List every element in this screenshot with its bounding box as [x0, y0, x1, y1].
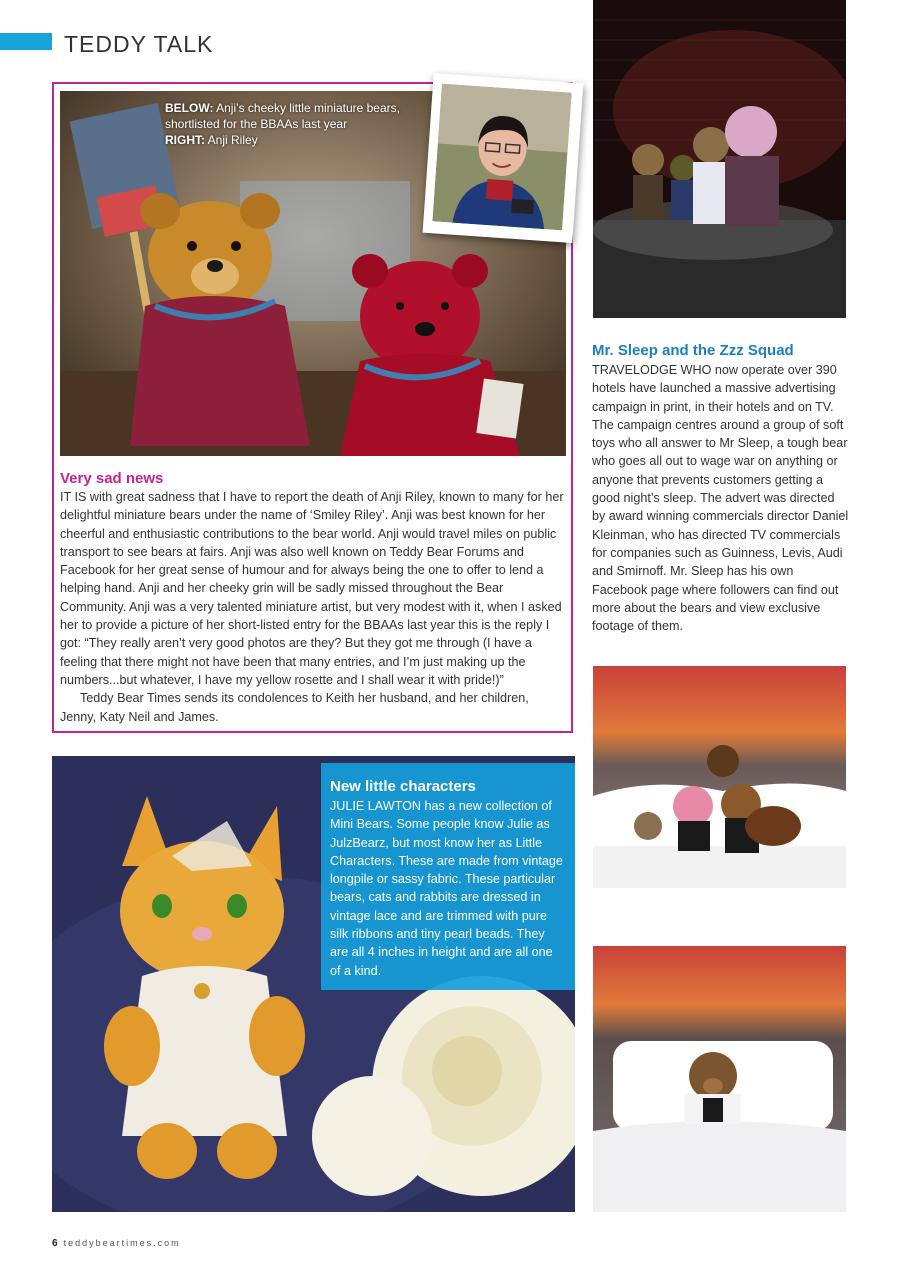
caption-below-text: Anji’s cheeky little miniature bears, shortlisted for the BBAAs last year [165, 101, 400, 131]
photo-caption [165, 100, 425, 148]
bears-in-bed-photo [593, 666, 846, 888]
section-color-bar [0, 33, 52, 50]
caption-right-text: Anji Riley [207, 133, 258, 147]
little-characters-body: JULIE LAWTON has a new collection of Mini Bears. Some people know Julie as JulzBearz, but most know her as Little Characters. These are made from vintage longpile or sassy fabric. These particular bears, cats and rabbits are dressed in vintage lace and are trimmed with pure silk ribbons and tiny pearl beads. They are all 4 inches in height and are all one of a kind. [330, 799, 563, 978]
sad-news-heading: Very sad news [60, 470, 164, 487]
anji-riley-portrait [432, 84, 571, 231]
sad-news-body [60, 488, 566, 726]
sad-news-paragraph-1: IT IS with great sadness that I have to report the death of Anji Riley, known to many for her delightful miniature bears under the name of ‘Smiley Riley’. Anji was best known for her cheerful and enthusiastic contributions to the bear world. Anji would travel miles on public transport to see bears at fairs. Anji was also well known on Teddy Bear Forums and Facebook for her great sense of humour and for always being the one to offer to lend a helping hand. Anji and her cheeky grin will be sadly missed throughout the Bear Community. Anji was a very talented miniature artist, but very modest with it, when I asked her to provide a picture of her short-listed entry for the BBAAs last year this is the reply I got: “They really aren’t very good photos are they? But they got me through (I have a feeling that there might not have been that many entries, and I’m just making up the numbers...but whatever, I have my yellow rosette and I shall wear it with pride!)” [60, 490, 564, 687]
caption-right-label: RIGHT: [165, 133, 205, 147]
zzz-squad-body: TRAVELODGE WHO now operate over 390 hotels have launched a massive advertising campaign in print, in their hotels and on TV. The campaign centres around a group of soft toys who all answer to Mr Sleep, a tough bear who goes all out to wage war on anything or anyone that prevents customers getting a good night’s sleep. The advert was directed by award winning commercials director Daniel Kleinman, who has directed TV commercials for companies such as Guinness, Levis, Audi and Smirnoff. Mr. Sleep has his own Facebook page where followers can find out more about the bears and view exclusive footage of them. [592, 363, 849, 634]
bear-under-covers-photo [593, 946, 846, 1212]
section-title: TEDDY TALK [64, 31, 214, 57]
caption-below-label: BELOW: [165, 101, 214, 115]
zzz-squad-bears-photo [593, 0, 846, 318]
zzz-squad-heading: Mr. Sleep and the Zzz Squad [592, 342, 794, 359]
site-url: teddybeartimes.com [63, 1238, 181, 1248]
page-number: 6 [52, 1238, 58, 1249]
little-characters-heading: New little characters [330, 778, 476, 795]
sad-news-paragraph-2: Teddy Bear Times sends its condolences to Keith her husband, and her children, Jenny, Katy Neil and James. [60, 691, 529, 724]
page-footer [52, 1238, 181, 1249]
